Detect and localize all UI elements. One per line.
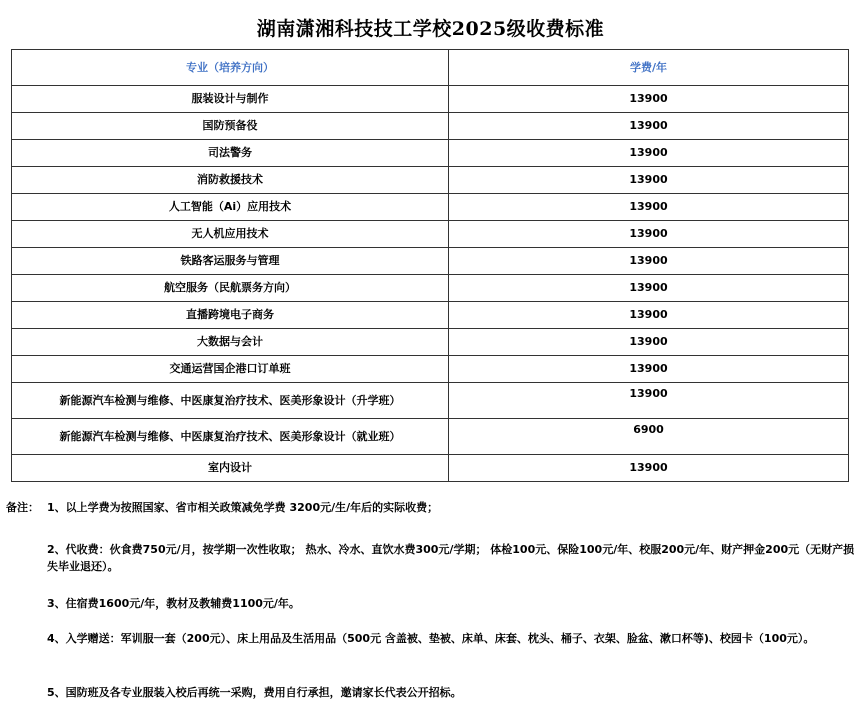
table-row: [12, 329, 849, 356]
major-cell: 新能源汽车检测与维修、中医康复治疗技术、医美形象设计（升学班）: [12, 383, 449, 419]
major-cell: 新能源汽车检测与维修、中医康复治疗技术、医美形象设计（就业班）: [12, 419, 449, 455]
fee-cell: 13900: [449, 221, 849, 248]
table-row: [12, 419, 849, 455]
major-cell: 服装设计与制作: [12, 86, 449, 113]
major-cell: 铁路客运服务与管理: [12, 248, 449, 275]
fee-cell: 13900: [449, 167, 849, 194]
table-row: [12, 194, 849, 221]
header-major: 专业（培养方向）: [12, 50, 449, 86]
fee-cell: 13900: [449, 140, 849, 167]
fee-cell: 6900: [449, 419, 849, 455]
table-row: [12, 248, 849, 275]
major-cell: 室内设计: [12, 455, 449, 482]
fee-table: [11, 49, 849, 482]
page-title: 湖南潇湘科技技工学校2025级收费标准: [256, 18, 605, 40]
table-row: [12, 302, 849, 329]
header-fee: 学费/年: [449, 50, 849, 86]
table-row: [12, 167, 849, 194]
major-cell: 航空服务（民航票务方向）: [12, 275, 449, 302]
fee-cell: 13900: [449, 455, 849, 482]
fee-cell: 13900: [449, 248, 849, 275]
note-item: 2、代收费：伙食费750元/月，按学期一次性收取； 热水、冷水、直饮水费300元/学期； 体检100元、保险100元/年、校服200元/年、财产押金200元（无财产损失毕业退还）。: [47, 543, 855, 573]
fee-cell: 13900: [449, 302, 849, 329]
note-item: 4、入学赠送：军训服一套（200元）、床上用品及生活用品（500元 含盖被、垫被、床单、床套、枕头、桶子、衣架、脸盆、漱口杯等)、校园卡（100元）。: [47, 632, 815, 645]
table-row: [12, 221, 849, 248]
table-row: [12, 86, 849, 113]
fee-cell: 13900: [449, 113, 849, 140]
table-header-row: [12, 50, 849, 86]
fee-cell: 13900: [449, 275, 849, 302]
table-row: [12, 113, 849, 140]
major-cell: 国防预备役: [12, 113, 449, 140]
major-cell: 消防救援技术: [12, 167, 449, 194]
major-cell: 人工智能（Ai）应用技术: [12, 194, 449, 221]
table-row: [12, 140, 849, 167]
major-cell: 无人机应用技术: [12, 221, 449, 248]
major-cell: 司法警务: [12, 140, 449, 167]
note-item: 3、住宿费1600元/年，教材及教辅费1100元/年。: [47, 597, 300, 610]
table-row: [12, 383, 849, 419]
major-cell: 交通运营国企港口订单班: [12, 356, 449, 383]
fee-cell: 13900: [449, 194, 849, 221]
note-item: 5、国防班及各专业服装入校后再统一采购，费用自行承担，邀请家长代表公开招标。: [47, 686, 462, 699]
note-item: 1、以上学费为按照国家、省市相关政策减免学费 3200元/生/年后的实际收费；: [47, 501, 439, 514]
fee-cell: 13900: [449, 356, 849, 383]
major-cell: 大数据与会计: [12, 329, 449, 356]
major-cell: 直播跨境电子商务: [12, 302, 449, 329]
notes-label: 备注：: [6, 501, 39, 514]
fee-cell: 13900: [449, 383, 849, 419]
fee-cell: 13900: [449, 86, 849, 113]
fee-cell: 13900: [449, 329, 849, 356]
table-row: [12, 275, 849, 302]
table-row: [12, 455, 849, 482]
table-row: [12, 356, 849, 383]
